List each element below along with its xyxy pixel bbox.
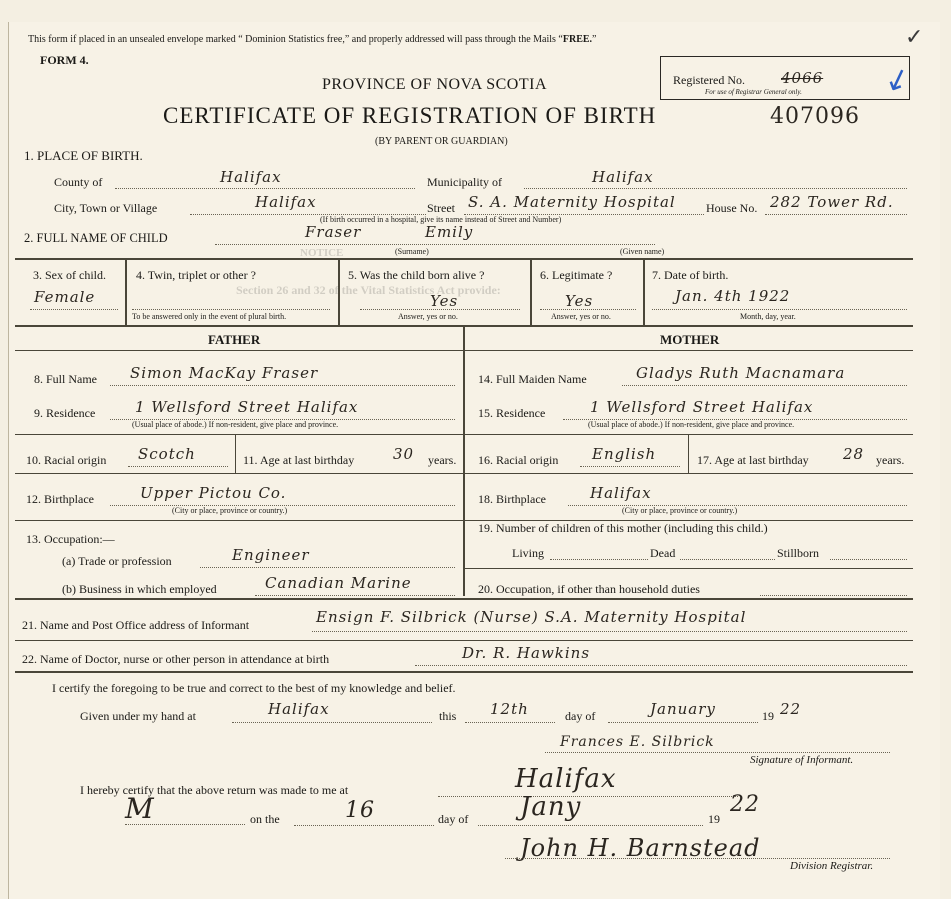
mother-name-label: 14. Full Maiden Name — [478, 372, 587, 386]
given-name-note: (Given name) — [620, 247, 665, 256]
father-birthplace-note: (City or place, province or country.) — [172, 506, 288, 515]
trade-line — [200, 567, 455, 568]
county-line — [115, 188, 415, 189]
rule-row3-top — [15, 258, 913, 260]
legitimate-line — [540, 309, 636, 310]
father-racial-value: Scotch — [138, 445, 196, 463]
informant-signature-line — [545, 752, 890, 753]
mother-age-label: 17. Age at last birthday — [697, 453, 809, 467]
mother-occupation-line — [760, 595, 907, 596]
alive-value: Yes — [430, 292, 459, 310]
rule-doctor — [15, 671, 913, 673]
registrar-year-value: 22 — [730, 792, 760, 817]
registrar-signature-line — [505, 858, 890, 859]
dob-line — [652, 309, 907, 310]
mother-name-line — [622, 385, 907, 386]
city-label: City, Town or Village — [54, 201, 158, 215]
father-age-label: 11. Age at last birthday — [243, 453, 355, 467]
registrar-day-value: 16 — [345, 798, 375, 823]
mother-years-label: years. — [876, 453, 905, 467]
on-the-label: on the — [250, 812, 280, 826]
registrar-certify-text: I hereby certify that the above return was made to me at — [80, 783, 349, 797]
father-racial-label: 10. Racial origin — [26, 453, 107, 467]
sex-value: Female — [34, 288, 96, 306]
father-heading: FATHER — [208, 332, 261, 347]
child-surname: Fraser — [305, 223, 362, 241]
mailing-notice: This form if placed in an unsealed envelope marked “ Dominion Statistics free,” and properly addressed will pass through the Mails “FREE.” — [28, 34, 597, 45]
registered-label: Registered No. — [673, 73, 745, 87]
child-given-name: Emily — [425, 223, 474, 241]
rule-col-c — [530, 258, 532, 325]
county-label: County of — [54, 175, 103, 189]
mother-residence-label: 15. Residence — [478, 406, 546, 420]
form-number: FORM 4. — [40, 53, 89, 67]
mother-racial-line — [580, 466, 680, 467]
dob-note: Month, day, year. — [740, 312, 796, 321]
dead-line — [680, 559, 775, 560]
father-name-value: Simon MacKay Fraser — [130, 364, 319, 382]
alive-line — [360, 309, 520, 310]
twin-label: 4. Twin, triplet or other ? — [136, 268, 256, 282]
this-label: this — [439, 709, 457, 723]
place-of-birth-heading: 1. PLACE OF BIRTH. — [24, 148, 143, 163]
given-at-value: Halifax — [268, 700, 330, 718]
mother-birthplace-label: 18. Birthplace — [478, 492, 546, 506]
doctor-line — [415, 665, 907, 666]
informant-label: 21. Name and Post Office address of Informant — [22, 618, 250, 632]
checkmark-icon: ✓ — [905, 24, 924, 49]
business-value: Canadian Marine — [265, 574, 412, 592]
business-label: (b) Business in which employed — [62, 582, 217, 596]
handwritten-register-number: 407096 — [770, 104, 860, 129]
sex-line — [30, 309, 118, 310]
municipality-line — [524, 188, 907, 189]
given-month-value: January — [650, 700, 716, 718]
certificate-subtitle: (BY PARENT OR GUARDIAN) — [375, 136, 508, 147]
child-name-label: 2. FULL NAME OF CHILD — [24, 231, 168, 245]
registrar-place-value: Halifax — [515, 764, 617, 794]
mother-heading: MOTHER — [660, 332, 720, 347]
father-residence-label: 9. Residence — [34, 406, 96, 420]
registrar-day-line — [294, 825, 434, 826]
rule-mother-age — [688, 435, 689, 473]
registrar-initials: M — [125, 792, 155, 825]
stillborn-line — [830, 559, 907, 560]
alive-label: 5. Was the child born alive ? — [348, 268, 485, 282]
informant-line — [312, 631, 907, 632]
twin-note: To be answered only in the event of plural birth. — [132, 312, 287, 321]
registrar-day-of-label: day of — [438, 812, 469, 826]
given-month-line — [608, 722, 758, 723]
street-value: S. A. Maternity Hospital — [468, 193, 676, 211]
occupation-label: 13. Occupation:— — [26, 532, 115, 546]
trade-value: Engineer — [232, 546, 310, 564]
mother-birthplace-line — [568, 505, 907, 506]
registered-number-struck: 4066 — [781, 69, 824, 87]
given-year-value: 22 — [780, 700, 802, 718]
mother-birthplace-value: Halifax — [590, 484, 652, 502]
informant-value: Ensign F. Silbrick (Nurse) S.A. Maternity Hospital — [316, 608, 747, 626]
rule-occupation — [15, 598, 913, 600]
legitimate-value: Yes — [565, 292, 594, 310]
given-at-label: Given under my hand at — [80, 709, 196, 723]
given-day-value: 12th — [490, 700, 529, 718]
rule-res — [15, 434, 913, 435]
registrar-signature: John H. Barnstead — [520, 834, 761, 862]
doctor-label: 22. Name of Doctor, nurse or other person in attendance at birth — [22, 652, 330, 666]
business-line — [255, 595, 455, 596]
rule-col-a — [125, 258, 127, 325]
father-racial-line — [128, 466, 228, 467]
given-day-line — [465, 722, 555, 723]
registrar-month-line — [478, 825, 703, 826]
division-registrar-label: Division Registrar. — [790, 860, 874, 872]
blue-tick-mark: ↙ — [880, 59, 916, 100]
mother-racial-label: 16. Racial origin — [478, 453, 559, 467]
informant-certify-text: I certify the foregoing to be true and correct to the best of my knowledge and belief. — [52, 681, 456, 695]
living-line — [550, 559, 648, 560]
surname-note: (Surname) — [395, 247, 429, 256]
dob-label: 7. Date of birth. — [652, 268, 729, 282]
rule-racial — [15, 473, 913, 474]
legitimate-note: Answer, yes or no. — [551, 312, 611, 321]
dead-label: Dead — [650, 546, 676, 560]
certificate-title: CERTIFICATE OF REGISTRATION OF BIRTH — [163, 103, 657, 128]
bleedthrough-notice: NOTICE — [300, 247, 344, 259]
signature-of-informant-label: Signature of Informant. — [750, 754, 854, 766]
mother-residence-value: 1 Wellsford Street Halifax — [590, 398, 814, 416]
sex-label: 3. Sex of child. — [33, 268, 106, 282]
rule-col-d — [643, 258, 645, 325]
registrar-month-value: Jany — [520, 792, 582, 822]
house-label: House No. — [706, 201, 758, 215]
father-residence-note: (Usual place of abode.) If non-resident, give place and province. — [132, 420, 339, 429]
father-age-value: 30 — [393, 445, 415, 463]
stillborn-label: Stillborn — [777, 546, 820, 560]
province-heading: PROVINCE OF NOVA SCOTIA — [322, 76, 548, 93]
bleedthrough-section: Section 26 and 32 of the Vital Statistics Act provide: — [236, 283, 501, 297]
rule-children — [465, 568, 913, 569]
children-count-label: 19. Number of children of this mother (including this child.) — [478, 521, 768, 535]
father-birthplace-label: 12. Birthplace — [26, 492, 94, 506]
living-label: Living — [512, 546, 544, 560]
rule-birthplace — [15, 520, 913, 521]
alive-note: Answer, yes or no. — [398, 312, 458, 321]
father-name-line — [110, 385, 455, 386]
rule-father-age — [235, 435, 236, 473]
registrar-box — [660, 56, 910, 100]
given-year-prefix: 19 — [762, 709, 774, 723]
rule-informant — [15, 640, 913, 641]
father-residence-value: 1 Wellsford Street Halifax — [135, 398, 359, 416]
registrar-use-note: For use of Registrar General only. — [705, 88, 802, 96]
house-line — [765, 214, 907, 215]
given-at-line — [232, 722, 432, 723]
day-of-label: day of — [565, 709, 596, 723]
father-name-label: 8. Full Name — [34, 372, 97, 386]
father-years-label: years. — [428, 453, 457, 467]
hospital-note: (If birth occurred in a hospital, give its name instead of Street and Number) — [320, 215, 562, 224]
registrar-place-line — [438, 796, 738, 797]
registrar-year-prefix: 19 — [708, 812, 720, 826]
father-birthplace-value: Upper Pictou Co. — [140, 484, 287, 502]
mother-racial-value: English — [592, 445, 657, 463]
dob-value: Jan. 4th 1922 — [675, 287, 791, 305]
twin-line — [132, 309, 330, 310]
doctor-value: Dr. R. Hawkins — [462, 644, 591, 662]
rule-parents-divider — [463, 326, 465, 596]
house-value: 282 Tower Rd. — [770, 193, 894, 211]
mother-occupation-label: 20. Occupation, if other than household duties — [478, 582, 700, 596]
registrar-initials-line — [125, 824, 245, 825]
mother-name-value: Gladys Ruth Macnamara — [636, 364, 846, 382]
municipality-value: Halifax — [592, 168, 654, 186]
mother-residence-note: (Usual place of abode.) If non-resident, give place and province. — [588, 420, 795, 429]
mother-birthplace-note: (City or place, province or country.) — [622, 506, 738, 515]
mother-age-value: 28 — [843, 445, 865, 463]
city-value: Halifax — [255, 193, 317, 211]
street-label: Street — [427, 201, 455, 215]
trade-label: (a) Trade or profession — [62, 554, 172, 568]
legitimate-label: 6. Legitimate ? — [540, 268, 613, 282]
child-name-line — [215, 244, 655, 245]
informant-signature: Frances E. Silbrick — [560, 734, 715, 750]
county-value: Halifax — [220, 168, 282, 186]
municipality-label: Municipality of — [427, 175, 502, 189]
